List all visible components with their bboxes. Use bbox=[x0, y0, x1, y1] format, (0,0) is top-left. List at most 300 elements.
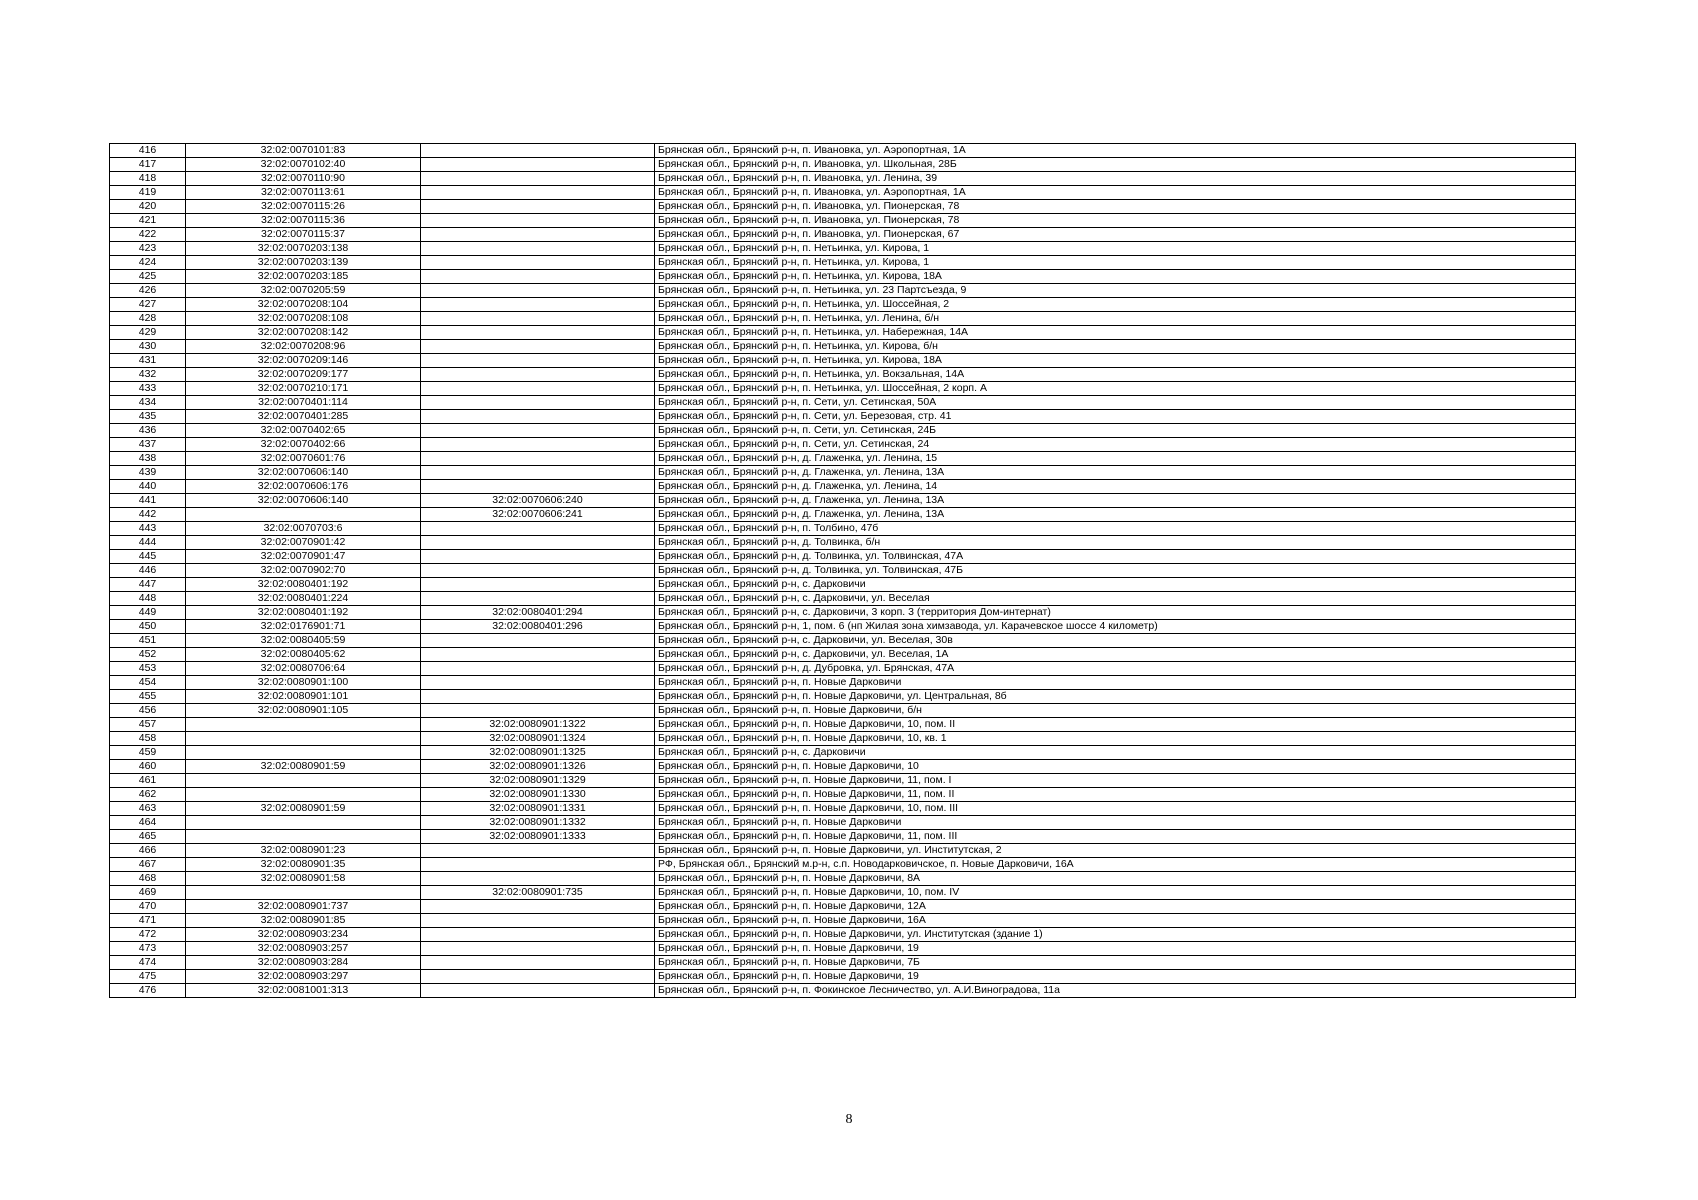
cadastral-number-secondary-cell bbox=[421, 396, 655, 410]
cadastral-number-secondary-cell bbox=[421, 900, 655, 914]
row-number-cell: 435 bbox=[110, 410, 186, 424]
table-row bbox=[110, 256, 1576, 270]
address-cell: Брянская обл., Брянский р-н, п. Новые Дарковичи, 12А bbox=[655, 900, 1576, 914]
cadastral-number-secondary-cell bbox=[421, 676, 655, 690]
table-row bbox=[110, 886, 1576, 900]
cadastral-number-secondary-cell bbox=[421, 424, 655, 438]
address-cell: Брянская обл., Брянский р-н, д. Дубровка, ул. Брянская, 47А bbox=[655, 662, 1576, 676]
row-number-cell: 460 bbox=[110, 760, 186, 774]
cadastral-number-secondary-cell bbox=[421, 214, 655, 228]
table-row bbox=[110, 382, 1576, 396]
cadastral-number-cell: 32:02:0080405:62 bbox=[186, 648, 421, 662]
row-number-cell: 464 bbox=[110, 816, 186, 830]
address-cell: Брянская обл., Брянский р-н, п. Ивановка, ул. Ленина, 39 bbox=[655, 172, 1576, 186]
cadastral-number-secondary-cell bbox=[421, 172, 655, 186]
table-row bbox=[110, 186, 1576, 200]
address-cell: Брянская обл., Брянский р-н, п. Нетьинка, ул. 23 Партсъезда, 9 bbox=[655, 284, 1576, 298]
table-row bbox=[110, 494, 1576, 508]
cadastral-number-secondary-cell bbox=[421, 578, 655, 592]
table-row bbox=[110, 312, 1576, 326]
cadastral-number-cell: 32:02:0070203:139 bbox=[186, 256, 421, 270]
table-row bbox=[110, 536, 1576, 550]
cadastral-number-secondary-cell bbox=[421, 368, 655, 382]
cadastral-number-cell: 32:02:0070901:47 bbox=[186, 550, 421, 564]
address-cell: Брянская обл., Брянский р-н, п. Нетьинка, ул. Кирова, 18А bbox=[655, 270, 1576, 284]
table-row bbox=[110, 774, 1576, 788]
row-number-cell: 468 bbox=[110, 872, 186, 886]
cadastral-number-secondary-cell bbox=[421, 970, 655, 984]
address-cell: Брянская обл., Брянский р-н, с. Дарковичи, ул. Веселая, 1А bbox=[655, 648, 1576, 662]
cadastral-number-cell: 32:02:0070203:185 bbox=[186, 270, 421, 284]
address-cell: Брянская обл., Брянский р-н, п. Новые Дарковичи, 10, пом. IV bbox=[655, 886, 1576, 900]
cadastral-number-secondary-cell: 32:02:0080901:1331 bbox=[421, 802, 655, 816]
cadastral-number-cell: 32:02:0070113:61 bbox=[186, 186, 421, 200]
table-row bbox=[110, 452, 1576, 466]
address-cell: Брянская обл., Брянский р-н, п. Новые Дарковичи, 8А bbox=[655, 872, 1576, 886]
cadastral-number-secondary-cell bbox=[421, 942, 655, 956]
cadastral-number-cell: 32:02:0070210:171 bbox=[186, 382, 421, 396]
table-row bbox=[110, 732, 1576, 746]
table-row bbox=[110, 340, 1576, 354]
table-row bbox=[110, 900, 1576, 914]
table-row bbox=[110, 816, 1576, 830]
row-number-cell: 471 bbox=[110, 914, 186, 928]
cadastral-number-cell: 32:02:0070606:140 bbox=[186, 494, 421, 508]
address-cell: Брянская обл., Брянский р-н, п. Новые Дарковичи, 10 bbox=[655, 760, 1576, 774]
row-number-cell: 457 bbox=[110, 718, 186, 732]
row-number-cell: 427 bbox=[110, 298, 186, 312]
address-cell: Брянская обл., Брянский р-н, 1, пом. 6 (нп Жилая зона химзавода, ул. Карачевское шоссе 4 километр) bbox=[655, 620, 1576, 634]
address-cell: Брянская обл., Брянский р-н, д. Глаженка, ул. Ленина, 13А bbox=[655, 508, 1576, 522]
cadastral-number-secondary-cell bbox=[421, 256, 655, 270]
cadastral-number-cell: 32:02:0080401:224 bbox=[186, 592, 421, 606]
table-row bbox=[110, 284, 1576, 298]
table-row bbox=[110, 620, 1576, 634]
address-cell: Брянская обл., Брянский р-н, д. Глаженка, ул. Ленина, 14 bbox=[655, 480, 1576, 494]
table-row bbox=[110, 718, 1576, 732]
row-number-cell: 458 bbox=[110, 732, 186, 746]
address-cell: Брянская обл., Брянский р-н, д. Толвинка, ул. Толвинская, 47Б bbox=[655, 564, 1576, 578]
table-row bbox=[110, 466, 1576, 480]
address-cell: Брянская обл., Брянский р-н, п. Ивановка, ул. Школьная, 28Б bbox=[655, 158, 1576, 172]
table-row bbox=[110, 368, 1576, 382]
cadastral-number-cell: 32:02:0080901:58 bbox=[186, 872, 421, 886]
cadastral-number-secondary-cell: 32:02:0080901:1329 bbox=[421, 774, 655, 788]
cadastral-number-cell: 32:02:0070601:76 bbox=[186, 452, 421, 466]
row-number-cell: 465 bbox=[110, 830, 186, 844]
cadastral-number-secondary-cell bbox=[421, 536, 655, 550]
table-row bbox=[110, 676, 1576, 690]
cadastral-number-cell bbox=[186, 732, 421, 746]
table-row bbox=[110, 522, 1576, 536]
table-row bbox=[110, 956, 1576, 970]
cadastral-number-cell: 32:02:0176901:71 bbox=[186, 620, 421, 634]
address-cell: Брянская обл., Брянский р-н, п. Сети, ул. Сетинская, 50А bbox=[655, 396, 1576, 410]
cadastral-number-secondary-cell bbox=[421, 200, 655, 214]
cadastral-number-secondary-cell bbox=[421, 872, 655, 886]
address-cell: Брянская обл., Брянский р-н, п. Новые Дарковичи bbox=[655, 816, 1576, 830]
row-number-cell: 425 bbox=[110, 270, 186, 284]
table-row bbox=[110, 704, 1576, 718]
cadastral-number-secondary-cell bbox=[421, 844, 655, 858]
row-number-cell: 448 bbox=[110, 592, 186, 606]
address-cell: Брянская обл., Брянский р-н, с. Дарковичи bbox=[655, 578, 1576, 592]
address-cell: Брянская обл., Брянский р-н, п. Новые Дарковичи, 10, пом. II bbox=[655, 718, 1576, 732]
row-number-cell: 443 bbox=[110, 522, 186, 536]
table-row bbox=[110, 648, 1576, 662]
cadastral-number-cell: 32:02:0080903:284 bbox=[186, 956, 421, 970]
address-cell: Брянская обл., Брянский р-н, п. Нетьинка, ул. Шоссейная, 2 bbox=[655, 298, 1576, 312]
address-cell: Брянская обл., Брянский р-н, п. Новые Дарковичи, ул. Институтская (здание 1) bbox=[655, 928, 1576, 942]
cadastral-number-cell: 32:02:0070901:42 bbox=[186, 536, 421, 550]
table-row bbox=[110, 970, 1576, 984]
cadastral-number-secondary-cell: 32:02:0080901:1330 bbox=[421, 788, 655, 802]
cadastral-number-cell: 32:02:0070208:104 bbox=[186, 298, 421, 312]
table-body bbox=[110, 144, 1576, 998]
table-row bbox=[110, 354, 1576, 368]
cadastral-number-cell: 32:02:0081001:313 bbox=[186, 984, 421, 998]
row-number-cell: 439 bbox=[110, 466, 186, 480]
row-number-cell: 423 bbox=[110, 242, 186, 256]
row-number-cell: 432 bbox=[110, 368, 186, 382]
row-number-cell: 462 bbox=[110, 788, 186, 802]
table-row bbox=[110, 242, 1576, 256]
cadastral-number-cell bbox=[186, 718, 421, 732]
table-row bbox=[110, 942, 1576, 956]
table-row bbox=[110, 564, 1576, 578]
table-row bbox=[110, 326, 1576, 340]
row-number-cell: 446 bbox=[110, 564, 186, 578]
row-number-cell: 422 bbox=[110, 228, 186, 242]
cadastral-number-secondary-cell bbox=[421, 704, 655, 718]
table-row bbox=[110, 228, 1576, 242]
table-row bbox=[110, 410, 1576, 424]
address-cell: Брянская обл., Брянский р-н, с. Дарковичи, 3 корп. 3 (территория Дом-интернат) bbox=[655, 606, 1576, 620]
table-row bbox=[110, 424, 1576, 438]
row-number-cell: 474 bbox=[110, 956, 186, 970]
cadastral-number-secondary-cell bbox=[421, 452, 655, 466]
cadastral-number-secondary-cell: 32:02:0070606:241 bbox=[421, 508, 655, 522]
address-cell: РФ, Брянская обл., Брянский м.р-н, с.п. Новодарковичское, п. Новые Дарковичи, 16А bbox=[655, 858, 1576, 872]
cadastral-number-cell: 32:02:0070102:40 bbox=[186, 158, 421, 172]
row-number-cell: 431 bbox=[110, 354, 186, 368]
cadastral-number-cell: 32:02:0070401:285 bbox=[186, 410, 421, 424]
cadastral-number-secondary-cell bbox=[421, 522, 655, 536]
cadastral-number-secondary-cell bbox=[421, 410, 655, 424]
address-cell: Брянская обл., Брянский р-н, п. Нетьинка, ул. Кирова, 1 bbox=[655, 256, 1576, 270]
cadastral-number-cell: 32:02:0070203:138 bbox=[186, 242, 421, 256]
row-number-cell: 472 bbox=[110, 928, 186, 942]
cadastral-number-cell: 32:02:0070115:36 bbox=[186, 214, 421, 228]
address-cell: Брянская обл., Брянский р-н, п. Новые Дарковичи, б/н bbox=[655, 704, 1576, 718]
cadastral-number-secondary-cell bbox=[421, 242, 655, 256]
address-cell: Брянская обл., Брянский р-н, п. Ивановка, ул. Аэропортная, 1А bbox=[655, 144, 1576, 158]
row-number-cell: 417 bbox=[110, 158, 186, 172]
row-number-cell: 419 bbox=[110, 186, 186, 200]
table-row bbox=[110, 746, 1576, 760]
row-number-cell: 455 bbox=[110, 690, 186, 704]
cadastral-number-cell: 32:02:0070401:114 bbox=[186, 396, 421, 410]
address-cell: Брянская обл., Брянский р-н, п. Новые Дарковичи, 16А bbox=[655, 914, 1576, 928]
address-cell: Брянская обл., Брянский р-н, п. Толбино, 47б bbox=[655, 522, 1576, 536]
address-cell: Брянская обл., Брянский р-н, п. Новые Дарковичи, 10, кв. 1 bbox=[655, 732, 1576, 746]
row-number-cell: 475 bbox=[110, 970, 186, 984]
table-row bbox=[110, 690, 1576, 704]
address-cell: Брянская обл., Брянский р-н, п. Фокинское Лесничество, ул. А.И.Виноградова, 11а bbox=[655, 984, 1576, 998]
cadastral-number-cell bbox=[186, 788, 421, 802]
row-number-cell: 469 bbox=[110, 886, 186, 900]
table-row bbox=[110, 508, 1576, 522]
table-row bbox=[110, 592, 1576, 606]
address-cell: Брянская обл., Брянский р-н, д. Глаженка, ул. Ленина, 13А bbox=[655, 494, 1576, 508]
cadastral-number-cell: 32:02:0070115:37 bbox=[186, 228, 421, 242]
cadastral-number-secondary-cell bbox=[421, 186, 655, 200]
cadastral-number-cell: 32:02:0070703:6 bbox=[186, 522, 421, 536]
address-cell: Брянская обл., Брянский р-н, п. Нетьинка, ул. Вокзальная, 14А bbox=[655, 368, 1576, 382]
row-number-cell: 430 bbox=[110, 340, 186, 354]
address-cell: Брянская обл., Брянский р-н, п. Нетьинка, ул. Ленина, б/н bbox=[655, 312, 1576, 326]
address-cell: Брянская обл., Брянский р-н, п. Нетьинка, ул. Набережная, 14А bbox=[655, 326, 1576, 340]
row-number-cell: 420 bbox=[110, 200, 186, 214]
row-number-cell: 447 bbox=[110, 578, 186, 592]
row-number-cell: 421 bbox=[110, 214, 186, 228]
cadastral-number-cell: 32:02:0080901:737 bbox=[186, 900, 421, 914]
cadastral-number-secondary-cell bbox=[421, 648, 655, 662]
row-number-cell: 440 bbox=[110, 480, 186, 494]
cadastral-number-secondary-cell: 32:02:0080401:294 bbox=[421, 606, 655, 620]
table-row bbox=[110, 760, 1576, 774]
cadastral-number-secondary-cell bbox=[421, 340, 655, 354]
cadastral-number-secondary-cell bbox=[421, 438, 655, 452]
cadastral-number-cell: 32:02:0070110:90 bbox=[186, 172, 421, 186]
address-cell: Брянская обл., Брянский р-н, п. Сети, ул. Сетинская, 24Б bbox=[655, 424, 1576, 438]
cadastral-number-cell: 32:02:0080901:59 bbox=[186, 802, 421, 816]
cadastral-number-cell: 32:02:0080903:297 bbox=[186, 970, 421, 984]
cadastral-number-secondary-cell bbox=[421, 228, 655, 242]
table-row bbox=[110, 200, 1576, 214]
row-number-cell: 467 bbox=[110, 858, 186, 872]
row-number-cell: 442 bbox=[110, 508, 186, 522]
address-cell: Брянская обл., Брянский р-н, с. Дарковичи, ул. Веселая, 30в bbox=[655, 634, 1576, 648]
cadastral-number-secondary-cell bbox=[421, 312, 655, 326]
row-number-cell: 476 bbox=[110, 984, 186, 998]
cadastral-number-secondary-cell bbox=[421, 284, 655, 298]
cadastral-number-cell bbox=[186, 746, 421, 760]
cadastral-number-secondary-cell bbox=[421, 592, 655, 606]
cadastral-number-secondary-cell bbox=[421, 144, 655, 158]
address-cell: Брянская обл., Брянский р-н, с. Дарковичи bbox=[655, 746, 1576, 760]
cadastral-number-cell: 32:02:0080401:192 bbox=[186, 606, 421, 620]
address-cell: Брянская обл., Брянский р-н, д. Толвинка, б/н bbox=[655, 536, 1576, 550]
cadastral-number-secondary-cell bbox=[421, 298, 655, 312]
cadastral-number-secondary-cell: 32:02:0080901:1324 bbox=[421, 732, 655, 746]
cadastral-number-secondary-cell: 32:02:0080901:1332 bbox=[421, 816, 655, 830]
row-number-cell: 418 bbox=[110, 172, 186, 186]
cadastral-number-cell: 32:02:0080901:35 bbox=[186, 858, 421, 872]
row-number-cell: 456 bbox=[110, 704, 186, 718]
cadastral-number-cell: 32:02:0080901:23 bbox=[186, 844, 421, 858]
address-cell: Брянская обл., Брянский р-н, п. Ивановка, ул. Пионерская, 78 bbox=[655, 200, 1576, 214]
address-cell: Брянская обл., Брянский р-н, п. Нетьинка, ул. Кирова, б/н bbox=[655, 340, 1576, 354]
cadastral-number-cell: 32:02:0070115:26 bbox=[186, 200, 421, 214]
cadastral-number-secondary-cell: 32:02:0080901:1325 bbox=[421, 746, 655, 760]
cadastral-number-cell: 32:02:0070209:177 bbox=[186, 368, 421, 382]
row-number-cell: 438 bbox=[110, 452, 186, 466]
address-cell: Брянская обл., Брянский р-н, п. Ивановка, ул. Пионерская, 78 bbox=[655, 214, 1576, 228]
address-cell: Брянская обл., Брянский р-н, п. Новые Дарковичи, 19 bbox=[655, 970, 1576, 984]
cadastral-number-cell: 32:02:0080401:192 bbox=[186, 578, 421, 592]
cadastral-number-secondary-cell bbox=[421, 634, 655, 648]
row-number-cell: 466 bbox=[110, 844, 186, 858]
cadastral-number-cell bbox=[186, 830, 421, 844]
address-cell: Брянская обл., Брянский р-н, д. Глаженка, ул. Ленина, 15 bbox=[655, 452, 1576, 466]
cadastral-number-cell: 32:02:0080405:59 bbox=[186, 634, 421, 648]
row-number-cell: 463 bbox=[110, 802, 186, 816]
address-cell: Брянская обл., Брянский р-н, п. Сети, ул. Сетинская, 24 bbox=[655, 438, 1576, 452]
table-row bbox=[110, 270, 1576, 284]
table-row bbox=[110, 438, 1576, 452]
cadastral-number-cell bbox=[186, 774, 421, 788]
table-row bbox=[110, 578, 1576, 592]
address-cell: Брянская обл., Брянский р-н, д. Глаженка, ул. Ленина, 13А bbox=[655, 466, 1576, 480]
row-number-cell: 459 bbox=[110, 746, 186, 760]
address-cell: Брянская обл., Брянский р-н, п. Новые Дарковичи, ул. Институтская, 2 bbox=[655, 844, 1576, 858]
cadastral-number-cell: 32:02:0070902:70 bbox=[186, 564, 421, 578]
cadastral-number-secondary-cell: 32:02:0080901:1326 bbox=[421, 760, 655, 774]
row-number-cell: 426 bbox=[110, 284, 186, 298]
address-cell: Брянская обл., Брянский р-н, п. Новые Дарковичи, ул. Центральная, 8б bbox=[655, 690, 1576, 704]
cadastral-number-secondary-cell: 32:02:0080401:296 bbox=[421, 620, 655, 634]
cadastral-number-cell: 32:02:0080901:101 bbox=[186, 690, 421, 704]
cadastral-number-secondary-cell bbox=[421, 690, 655, 704]
cadastral-number-secondary-cell bbox=[421, 158, 655, 172]
row-number-cell: 450 bbox=[110, 620, 186, 634]
table-row bbox=[110, 662, 1576, 676]
cadastral-number-cell bbox=[186, 886, 421, 900]
cadastral-number-secondary-cell bbox=[421, 914, 655, 928]
cadastral-number-secondary-cell: 32:02:0080901:1322 bbox=[421, 718, 655, 732]
row-number-cell: 428 bbox=[110, 312, 186, 326]
address-cell: Брянская обл., Брянский р-н, п. Ивановка, ул. Аэропортная, 1А bbox=[655, 186, 1576, 200]
row-number-cell: 453 bbox=[110, 662, 186, 676]
cadastral-number-secondary-cell bbox=[421, 466, 655, 480]
row-number-cell: 436 bbox=[110, 424, 186, 438]
cadastral-number-cell: 32:02:0080901:59 bbox=[186, 760, 421, 774]
cadastral-number-cell: 32:02:0070606:176 bbox=[186, 480, 421, 494]
row-number-cell: 454 bbox=[110, 676, 186, 690]
table-row bbox=[110, 634, 1576, 648]
table-row bbox=[110, 298, 1576, 312]
cadastral-number-cell: 32:02:0070209:146 bbox=[186, 354, 421, 368]
table-row bbox=[110, 144, 1576, 158]
address-cell: Брянская обл., Брянский р-н, п. Новые Дарковичи, 10, пом. III bbox=[655, 802, 1576, 816]
table-row bbox=[110, 872, 1576, 886]
cadastral-number-secondary-cell bbox=[421, 564, 655, 578]
address-cell: Брянская обл., Брянский р-н, п. Новые Дарковичи, 11, пом. II bbox=[655, 788, 1576, 802]
table-row bbox=[110, 172, 1576, 186]
cadastral-number-cell: 32:02:0070208:142 bbox=[186, 326, 421, 340]
cadastral-number-cell: 32:02:0080706:64 bbox=[186, 662, 421, 676]
row-number-cell: 441 bbox=[110, 494, 186, 508]
address-cell: Брянская обл., Брянский р-н, п. Новые Дарковичи bbox=[655, 676, 1576, 690]
address-cell: Брянская обл., Брянский р-н, п. Новые Дарковичи, 19 bbox=[655, 942, 1576, 956]
cadastral-number-secondary-cell bbox=[421, 354, 655, 368]
address-cell: Брянская обл., Брянский р-н, п. Нетьинка, ул. Шоссейная, 2 корп. А bbox=[655, 382, 1576, 396]
table-row bbox=[110, 802, 1576, 816]
cadastral-number-cell: 32:02:0070606:140 bbox=[186, 466, 421, 480]
cadastral-number-secondary-cell: 32:02:0080901:1333 bbox=[421, 830, 655, 844]
address-cell: Брянская обл., Брянский р-н, п. Нетьинка, ул. Кирова, 1 bbox=[655, 242, 1576, 256]
row-number-cell: 424 bbox=[110, 256, 186, 270]
table-row bbox=[110, 214, 1576, 228]
table-row bbox=[110, 550, 1576, 564]
table-row bbox=[110, 606, 1576, 620]
cadastral-number-secondary-cell bbox=[421, 662, 655, 676]
row-number-cell: 449 bbox=[110, 606, 186, 620]
page-number: 8 bbox=[845, 1112, 853, 1127]
cadastral-number-cell bbox=[186, 508, 421, 522]
row-number-cell: 434 bbox=[110, 396, 186, 410]
cadastral-number-secondary-cell bbox=[421, 550, 655, 564]
cadastral-number-secondary-cell bbox=[421, 928, 655, 942]
cadastral-number-cell bbox=[186, 816, 421, 830]
cadastral-number-cell: 32:02:0070205:59 bbox=[186, 284, 421, 298]
row-number-cell: 416 bbox=[110, 144, 186, 158]
table-row bbox=[110, 788, 1576, 802]
row-number-cell: 437 bbox=[110, 438, 186, 452]
cadastral-number-secondary-cell bbox=[421, 326, 655, 340]
row-number-cell: 451 bbox=[110, 634, 186, 648]
address-cell: Брянская обл., Брянский р-н, п. Новые Дарковичи, 7Б bbox=[655, 956, 1576, 970]
row-number-cell: 433 bbox=[110, 382, 186, 396]
cadastral-number-cell: 32:02:0070208:96 bbox=[186, 340, 421, 354]
table-row bbox=[110, 928, 1576, 942]
cadastral-number-cell: 32:02:0070402:65 bbox=[186, 424, 421, 438]
row-number-cell: 473 bbox=[110, 942, 186, 956]
address-cell: Брянская обл., Брянский р-н, п. Нетьинка, ул. Кирова, 18А bbox=[655, 354, 1576, 368]
table-row bbox=[110, 480, 1576, 494]
cadastral-number-secondary-cell bbox=[421, 984, 655, 998]
row-number-cell: 452 bbox=[110, 648, 186, 662]
cadastral-number-secondary-cell: 32:02:0080901:735 bbox=[421, 886, 655, 900]
table-row bbox=[110, 830, 1576, 844]
row-number-cell: 470 bbox=[110, 900, 186, 914]
cadastral-number-secondary-cell bbox=[421, 858, 655, 872]
table-row bbox=[110, 984, 1576, 998]
table-row bbox=[110, 858, 1576, 872]
table-row bbox=[110, 158, 1576, 172]
address-cell: Брянская обл., Брянский р-н, д. Толвинка, ул. Толвинская, 47А bbox=[655, 550, 1576, 564]
address-cell: Брянская обл., Брянский р-н, п. Сети, ул. Березовая, стр. 41 bbox=[655, 410, 1576, 424]
address-cell: Брянская обл., Брянский р-н, п. Новые Дарковичи, 11, пом. I bbox=[655, 774, 1576, 788]
row-number-cell: 444 bbox=[110, 536, 186, 550]
cadastral-number-cell: 32:02:0070402:66 bbox=[186, 438, 421, 452]
cadastral-number-cell: 32:02:0070101:83 bbox=[186, 144, 421, 158]
table-row bbox=[110, 914, 1576, 928]
address-cell: Брянская обл., Брянский р-н, п. Новые Дарковичи, 11, пом. III bbox=[655, 830, 1576, 844]
address-cell: Брянская обл., Брянский р-н, с. Дарковичи, ул. Веселая bbox=[655, 592, 1576, 606]
row-number-cell: 445 bbox=[110, 550, 186, 564]
cadastral-number-cell: 32:02:0080901:100 bbox=[186, 676, 421, 690]
table-row bbox=[110, 844, 1576, 858]
row-number-cell: 429 bbox=[110, 326, 186, 340]
cadastral-number-cell: 32:02:0080901:105 bbox=[186, 704, 421, 718]
cadastral-number-cell: 32:02:0080903:257 bbox=[186, 942, 421, 956]
cadastral-number-secondary-cell bbox=[421, 382, 655, 396]
cadastral-number-secondary-cell bbox=[421, 270, 655, 284]
property-registry-table bbox=[109, 143, 1576, 998]
cadastral-number-secondary-cell: 32:02:0070606:240 bbox=[421, 494, 655, 508]
